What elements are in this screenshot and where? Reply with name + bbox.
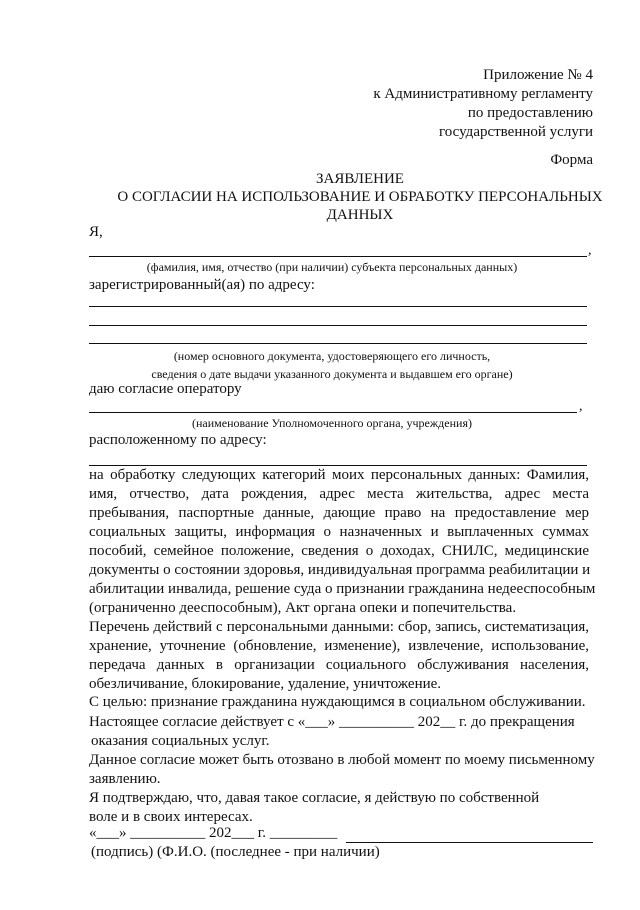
body-line: социальных защиты, информация о назначенных и выплаченных суммах: [89, 524, 589, 540]
body-line: Перечень действий с персональными данными: сбор, запись, систематизация,: [89, 619, 589, 635]
operator-line[interactable]: [89, 412, 577, 413]
body-line: хранение, уточнение (обновление, изменение), извлечение, использование,: [89, 638, 589, 654]
revoke-line: заявлению.: [89, 771, 161, 787]
appendix-line: к Административному регламенту: [373, 86, 593, 102]
title-line: О СОГЛАСИИ НА ИСПОЛЬЗОВАНИЕ И ОБРАБОТКУ ПЕРСОНАЛЬНЫХ: [117, 189, 603, 205]
form-label: Форма: [550, 152, 593, 168]
signature-line[interactable]: [346, 842, 593, 843]
document-title: [60, 170, 640, 224]
body-line: имя, отчество, дата рождения, адрес места жительства, адрес места: [89, 486, 589, 502]
doc-caption-line: (номер основного документа, удостоверяющего его личность,: [173, 349, 491, 363]
signature-caption: (подпись) (Ф.И.О. (последнее - при наличии): [91, 844, 380, 860]
body-line: (ограниченно дееспособным), Акт органа опеки и попечительства.: [89, 600, 517, 616]
body-line: обезличивание, блокирование, удаление, уничтожение.: [89, 676, 442, 692]
title-line: ДАННЫХ: [326, 207, 394, 223]
body-line: документы о состоянии здоровья, индивидуальная программа реабилитации и: [89, 562, 591, 578]
org-caption: (наименование Уполномоченного органа, учреждения): [192, 416, 472, 430]
doc-caption: [0, 347, 640, 383]
comma: ,: [579, 399, 583, 414]
fio-line[interactable]: [89, 256, 587, 257]
confirm-paragraph: [89, 789, 539, 827]
appendix-line: Приложение № 4: [483, 67, 593, 83]
validity-line: оказания социальных услуг.: [91, 733, 270, 749]
body-line: пособий, семейное положение, сведения о доходах, СНИЛС, медицинские: [89, 543, 589, 559]
validity-line: Настоящее согласие действует с «___» __________ 202__ г. до прекращения: [89, 714, 575, 730]
registered-label: зарегистрированный(ая) по адресу:: [89, 277, 315, 293]
ya-label: Я,: [89, 224, 103, 240]
document-line[interactable]: [89, 343, 587, 344]
fio-caption: (фамилия, имя, отчество (при наличии) субъекта персональных данных): [146, 260, 518, 274]
revoke-line: Данное согласие может быть отозвано в любой момент по моему письменному: [89, 752, 595, 768]
signature-date: «___» __________ 202___ г. _________: [89, 825, 338, 841]
body-line: пребывания, паспортные данные, дающие право на предоставление мер: [89, 505, 589, 521]
categories-paragraph: [89, 466, 596, 618]
appendix-line: по предоставлению: [467, 105, 593, 121]
purpose-text: С целью: признание гражданина нуждающимся в социальном обслуживании.: [89, 694, 586, 710]
actions-paragraph: [89, 618, 589, 694]
located-label: расположенному по адресу:: [89, 432, 267, 448]
consent-operator-label: даю согласие оператору: [89, 381, 242, 397]
body-line: абилитации инвалида, решение суда о признании гражданина недееспособным: [89, 581, 596, 597]
validity-paragraph: [89, 713, 575, 751]
body-line: передача данных в организации социального обслуживания населения,: [89, 657, 589, 673]
confirm-line: воле и в своих интересах.: [89, 809, 253, 825]
appendix-block: [373, 66, 593, 142]
confirm-line: Я подтверждаю, что, давая такое согласие, я действую по собственной: [89, 790, 540, 806]
appendix-line: государственной услуги: [439, 124, 593, 140]
body-line: на обработку следующих категорий моих персональных данных: Фамилия,: [89, 467, 589, 483]
address-line-2[interactable]: [89, 325, 587, 326]
address-line-1[interactable]: [89, 306, 587, 307]
doc-caption-line: сведения о дате выдачи указанного документа и выдавшем его органе): [151, 367, 513, 381]
comma: ,: [588, 243, 592, 258]
title-line: ЗАЯВЛЕНИЕ: [316, 171, 404, 187]
revoke-paragraph: [89, 751, 595, 789]
